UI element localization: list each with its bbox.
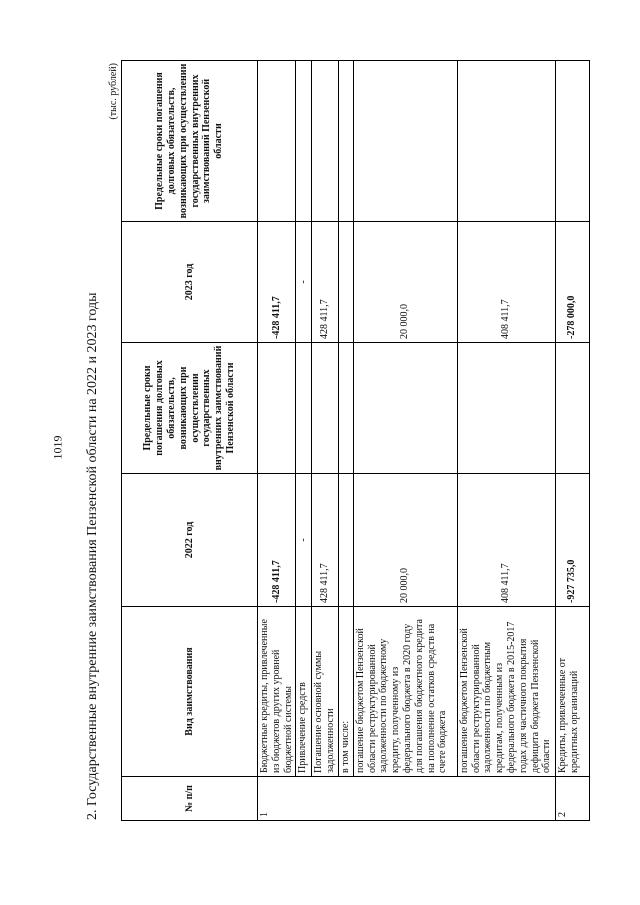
header-2023: 2023 год [122, 222, 258, 343]
table-row [353, 61, 457, 821]
section-title: 2. Государственные внутренние заимствования Пензенской области на 2022 и 2023 годы [85, 292, 100, 820]
row-2022: 20 000,0 [353, 474, 457, 607]
row-2023: 20 000,0 [353, 222, 457, 343]
row-terms-2022 [353, 343, 457, 474]
row-terms-2023 [555, 61, 589, 222]
borrowings-table [121, 60, 590, 821]
row-2022: 408 411,7 [457, 474, 555, 607]
row-terms-2022 [555, 343, 589, 474]
row-2022: - [296, 474, 312, 607]
header-terms-2022: Предельные сроки погашения долговых обязательств, возникающих при осуществлении государственных внутренних заимствований Пензенской области [122, 343, 258, 474]
table-row [457, 61, 555, 821]
row-2023: -278 000,0 [555, 222, 589, 343]
row-terms-2023 [457, 61, 555, 222]
unit-label: (тыс. рублей) [108, 63, 119, 120]
row-2022 [338, 474, 353, 607]
page-number: 1019 [50, 435, 65, 460]
header-terms-2023: Предельные сроки погашения долговых обязательств, возникающих при осуществлении государственных внутренних заимствований Пензенской области [122, 61, 258, 222]
row-2022: -428 411,7 [258, 474, 296, 607]
table-header-row [122, 61, 258, 821]
header-2022: 2022 год [122, 474, 258, 607]
row-terms-2022 [457, 343, 555, 474]
row-terms-2023 [296, 61, 312, 222]
row-type: Кредиты, привлеченные от кредитных организаций [555, 607, 589, 777]
row-terms-2022 [258, 343, 296, 474]
row-2023: - [296, 222, 312, 343]
row-terms-2023 [312, 61, 339, 222]
table-row [258, 61, 296, 821]
row-terms-2022 [338, 343, 353, 474]
table-row [555, 61, 589, 821]
header-type: Вид заимствования [122, 607, 258, 777]
row-2023: -428 411,7 [258, 222, 296, 343]
row-type: Привлечение средств [296, 607, 312, 777]
row-num: 2 [555, 777, 589, 821]
table-row [296, 61, 312, 821]
row-terms-2023 [353, 61, 457, 222]
row-type: погашение бюджетом Пензенской области реструктурированной задолженности по бюджетному кредиту, полученному из федерального бюджета в 2020 году для погашения бюджетного кредита на пополнение остатков средств на счете бюджета [353, 607, 457, 777]
row-2022: 428 411,7 [312, 474, 339, 607]
table-row [312, 61, 339, 821]
row-terms-2022 [296, 343, 312, 474]
row-2023: 428 411,7 [312, 222, 339, 343]
row-terms-2022 [312, 343, 339, 474]
row-num: 1 [258, 777, 556, 821]
row-type: Погашение основной суммы задолженности [312, 607, 339, 777]
row-2023: 408 411,7 [457, 222, 555, 343]
row-2023 [338, 222, 353, 343]
row-terms-2023 [258, 61, 296, 222]
row-type: погашение бюджетом Пензенской области реструктурированной задолженности по бюджетным кредитам, полученным из федерального бюджета в 2015-2017 годах для частичного покрытия дефицита бюджета Пензенской области [457, 607, 555, 777]
row-type: в том числе: [338, 607, 353, 777]
row-terms-2023 [338, 61, 353, 222]
table-row [338, 61, 353, 821]
row-2022: -927 735,0 [555, 474, 589, 607]
header-num: № п/п [122, 777, 258, 821]
row-type: Бюджетные кредиты, привлеченные из бюджетов других уровней бюджетной системы [258, 607, 296, 777]
